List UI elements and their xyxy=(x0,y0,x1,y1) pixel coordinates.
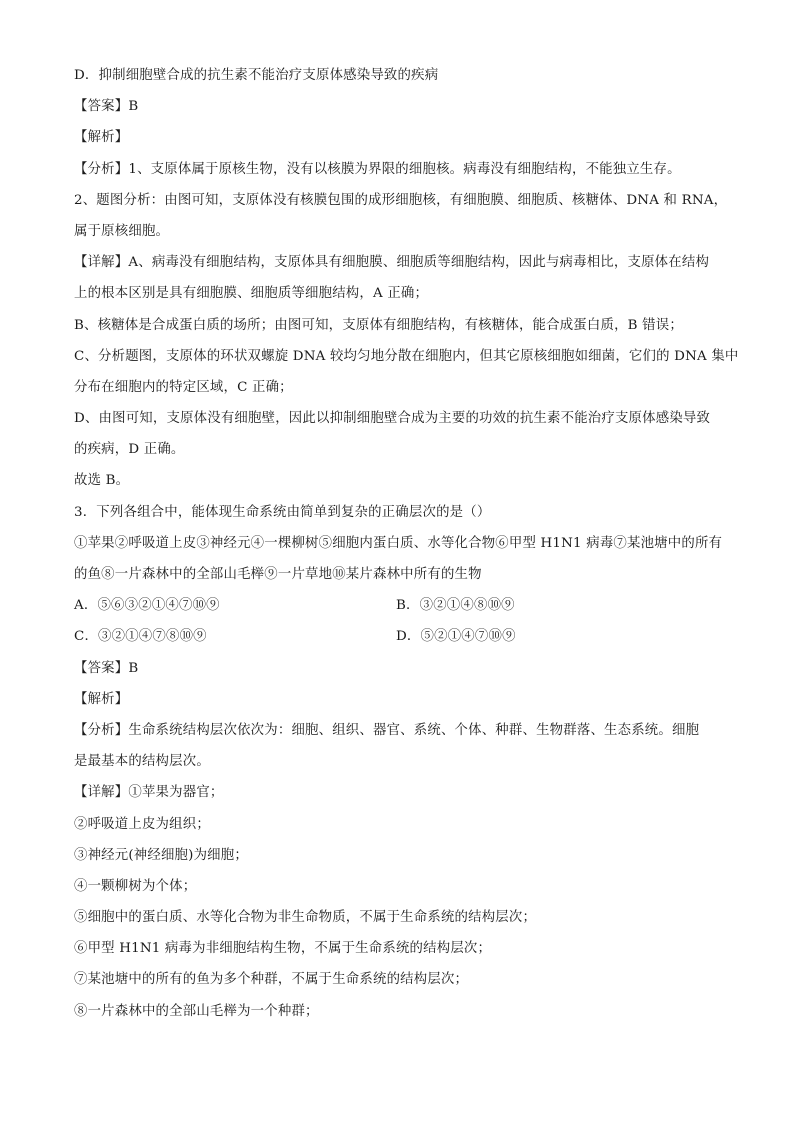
analysis-point-2: 2、题图分析：由图可知，支原体没有核膜包围的成形细胞核，有细胞膜、细胞质、核糖体、DNA 和 RNA， xyxy=(74,192,728,208)
option-d: D．⑤②①④⑦⑩⑨ xyxy=(396,629,516,645)
analysis-label-2: 【解析】 xyxy=(74,691,129,707)
option-c: C．③②①④⑦⑧⑩⑨ xyxy=(74,629,207,645)
detail-c: C、分析题图，支原体的环状双螺旋 DNA 较均匀地分散在细胞内，但其它原核细胞如细菌，它们的 DNA 集中 xyxy=(74,348,739,364)
detail-a-cont: 上的根本区别是具有细胞膜、细胞质等细胞结构，A 正确； xyxy=(74,286,429,302)
detail-item-3: ③神经元(神经细胞)为细胞； xyxy=(74,847,248,863)
detail-item-6: ⑥甲型 H1N1 病毒为非细胞结构生物，不属于生命系统的结构层次； xyxy=(74,941,492,957)
answer-label-2: 【答案】B xyxy=(74,660,139,676)
document-body xyxy=(74,64,739,1031)
detail-item-1: 【详解】①苹果为器官； xyxy=(74,785,224,801)
option-d-text: D．抑制细胞壁合成的抗生素不能治疗支原体感染导致的疾病 xyxy=(74,68,439,83)
analysis-2-cont: 是最基本的结构层次。 xyxy=(74,754,210,770)
detail-c-cont: 分布在细胞内的特定区域，C 正确； xyxy=(74,379,293,395)
options-row-cd xyxy=(74,625,724,656)
detail-b: B、核糖体是合成蛋白质的场所；由图可知，支原体有细胞结构，有核糖体，能合成蛋白质，B 错误； xyxy=(74,317,683,333)
question-3-stem: 3．下列各组合中，能体现生命系统由简单到复杂的正确层次的是（） xyxy=(74,504,491,520)
analysis-2: 【分析】生命系统结构层次依次为：细胞、组织、器官、系统、个体、种群、生物群落、生态系统。细胞 xyxy=(74,722,700,738)
detail-a: 【详解】A、病毒没有细胞结构，支原体具有细胞膜、细胞质等细胞结构，因此与病毒相比，支原体在结构 xyxy=(74,255,710,271)
detail-d: D、由图可知，支原体没有细胞壁，因此以抑制细胞壁合成为主要的功效的抗生素不能治疗支原体感染导致 xyxy=(74,411,711,427)
detail-d-cont: 的疾病，D 正确。 xyxy=(74,442,185,458)
detail-item-7: ⑦某池塘中的所有的鱼为多个种群，不属于生命系统的结构层次； xyxy=(74,972,469,988)
detail-item-8: ⑧一片森林中的全部山毛榉为一个种群； xyxy=(74,1003,319,1019)
question-3-items-cont: 的鱼⑧一片森林中的全部山毛榉⑨一片草地⑩某片森林中所有的生物 xyxy=(74,567,482,582)
detail-item-4: ④一颗柳树为个体； xyxy=(74,878,197,894)
detail-item-2: ②呼吸道上皮为组织； xyxy=(74,816,210,832)
option-b: B．③②①④⑧⑩⑨ xyxy=(396,598,515,614)
option-a: A．⑤⑥③②①④⑦⑩⑨ xyxy=(74,598,220,614)
choose-statement: 故选 B。 xyxy=(74,473,130,489)
detail-item-5: ⑤细胞中的蛋白质、水等化合物为非生命物质，不属于生命系统的结构层次； xyxy=(74,910,537,926)
question-3-items: ①苹果②呼吸道上皮③神经元④一棵柳树⑤细胞内蛋白质、水等化合物⑥甲型 H1N1 病毒⑦某池塘中的所有 xyxy=(74,535,723,551)
answer-label: 【答案】B xyxy=(74,99,139,115)
options-row-ab xyxy=(74,594,724,625)
analysis-point-2-cont: 属于原核细胞。 xyxy=(74,223,170,239)
analysis-label: 【解析】 xyxy=(74,130,129,146)
analysis-point-1: 【分析】1、支原体属于原核生物，没有以核膜为界限的细胞核。病毒没有细胞结构，不能独立生存。 xyxy=(74,161,681,177)
